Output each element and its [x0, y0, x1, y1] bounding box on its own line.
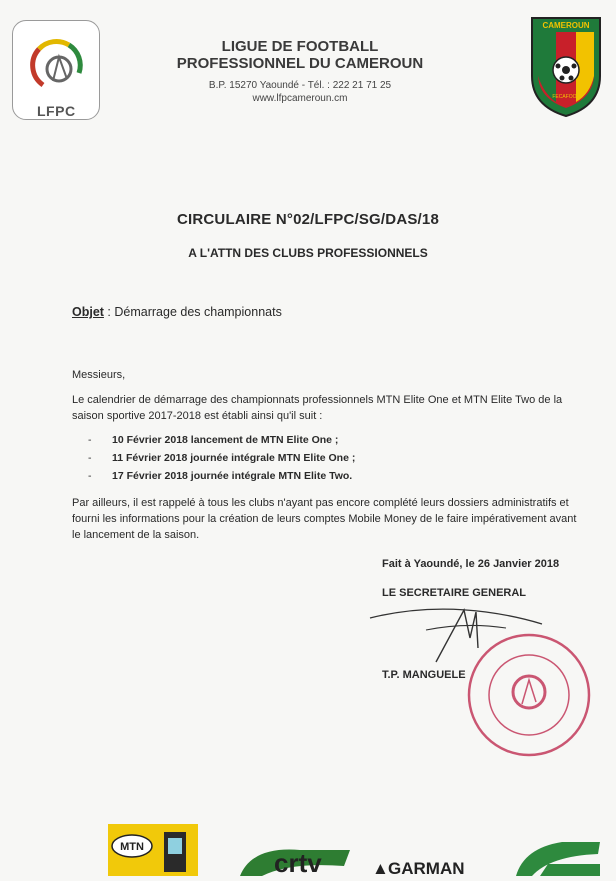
schedule-item-text: 17 Février 2018 journée intégrale MTN Elite Two. [112, 470, 353, 482]
place-and-date: Fait à Yaoundé, le 26 Janvier 2018 [382, 558, 560, 570]
subject-text: : Démarrage des championnats [103, 305, 282, 319]
paragraph-2 [72, 495, 602, 543]
lfpc-logo-text: LFPC [37, 103, 76, 119]
paragraph-2-line-3: le lancement de la saison. [72, 529, 200, 541]
league-address: B.P. 15270 Yaoundé - Tél. : 222 21 71 25 [208, 80, 392, 91]
sponsors-strip [0, 810, 616, 876]
crest-top-text: CAMEROUN [542, 21, 590, 30]
schedule-item: - 11 Février 2018 journée intégrale MTN Elite One ; [88, 452, 356, 464]
subject-label: Objet [72, 305, 104, 319]
garman-logo [372, 859, 465, 876]
schedule-item: - 10 Février 2018 lancement de MTN Elite One ; [88, 434, 339, 446]
paragraph-1-line-2: saison sportive 2017-2018 est établi ainsi qu'il suit : [72, 410, 323, 422]
garman-logo-text: GARMAN [388, 859, 465, 876]
schedule-item-text: 11 Février 2018 journée intégrale MTN Elite One ; [112, 452, 356, 464]
mtn-logo-text: MTN [120, 841, 144, 853]
subject-line [72, 305, 282, 319]
league-website: www.lfpcameroun.cm [252, 93, 348, 104]
stamp-icon [464, 630, 594, 760]
crest-icon [528, 14, 604, 118]
fecafoot-crest [528, 14, 604, 118]
mtn-logo [108, 824, 198, 876]
official-stamp [464, 630, 594, 760]
paragraph-1-line-1: Le calendrier de démarrage des championnats professionnels MTN Elite One et MTN Elite Two de la [72, 394, 563, 406]
lfpc-logo [12, 20, 100, 120]
svg-text:▲: ▲ [372, 859, 389, 876]
league-title-line2: PROFESSIONNEL DU CAMEROUN [176, 55, 424, 72]
paragraph-2-line-1: Par ailleurs, il est rappelé à tous les clubs n'ayant pas encore complété leurs dossiers administratifs et [72, 497, 569, 509]
crtv-logo [240, 848, 350, 876]
crtv-logo-text: crtv [274, 848, 322, 876]
league-title [160, 38, 440, 72]
green-emblem-logo [516, 842, 600, 876]
paragraph-2-line-2: fourni les informations pour la création de leurs comptes Mobile Money de le faire impérativement avant [72, 513, 577, 525]
salutation: Messieurs, [72, 369, 126, 381]
league-title-line1: LIGUE DE FOOTBALL [221, 38, 379, 55]
schedule-item-text: 10 Février 2018 lancement de MTN Elite One ; [112, 434, 339, 446]
signatory-title: LE SECRETAIRE GENERAL [382, 587, 527, 599]
paragraph-1 [72, 392, 592, 424]
crest-bottom-text: FECAFOOT [552, 94, 580, 100]
attention-line: A L'ATTN DES CLUBS PROFESSIONNELS [188, 246, 428, 260]
schedule-item: - 17 Février 2018 journée intégrale MTN Elite Two. [88, 470, 353, 482]
league-contact [160, 79, 440, 105]
circular-reference: CIRCULAIRE N°02/LFPC/SG/DAS/18 [176, 211, 440, 228]
signatory-name: T.P. MANGUELE [382, 669, 466, 681]
